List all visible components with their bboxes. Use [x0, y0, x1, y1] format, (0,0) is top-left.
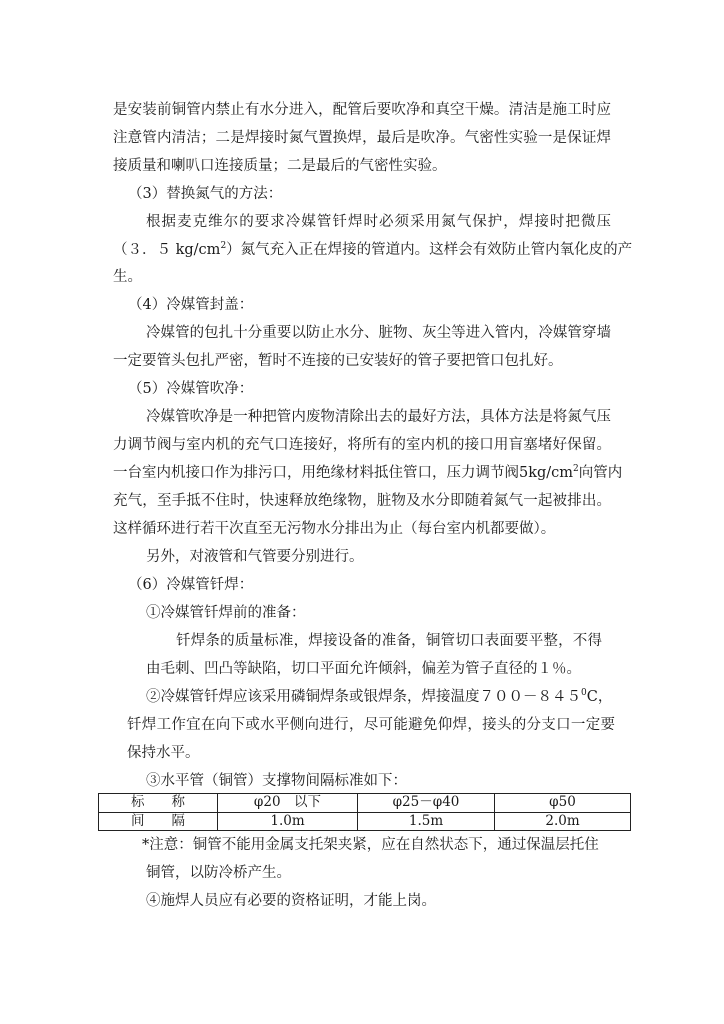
- subsection-2: ②冷媒管钎焊应该采用磷铜焊条或银焊条，焊接温度$700-845^0C$，: [146, 688, 613, 705]
- text-line: 生。: [113, 269, 142, 285]
- table-cell: 1.0m: [218, 812, 358, 831]
- text-line: 这样循环进行若干次直至无污物水分排出为止（每台室内机都要做）。: [113, 521, 556, 537]
- text-line: 注意管内清洁；二是焊接时氮气置换焊，最后是吹净。气密性实验一是保证焊: [113, 130, 611, 146]
- table-cell: 间 隔: [99, 812, 218, 831]
- text-line: 是安装前铜管内禁止有水分进入，配管后要吹净和真空干燥。清洁是施工时应: [113, 102, 611, 118]
- text-line: 冷媒管的包扎十分重要以防止水分、脏物、灰尘等进入管内，冷媒管穿墙: [146, 325, 611, 341]
- table-row: [99, 794, 631, 813]
- text-line: （３．５ $kg/cm^2$）氮气充入正在焊接的管道内。这样会有效防止管内氧化皮的产: [113, 241, 633, 258]
- table-row: [99, 812, 631, 831]
- table-cell: 1.5m: [358, 812, 495, 831]
- support-spacing-table: [98, 793, 631, 831]
- text-line: 一台室内机接口作为排污口，用绝缘材料抵住管口，压力调节阀$5kg/cm^2$向管内: [113, 464, 623, 481]
- text-line: 根据麦克维尔的要求冷媒管钎焊时必须采用氮气保护，焊接时把微压: [146, 214, 611, 230]
- text-line: 一定要管头包扎严密，暂时不连接的已安装好的管子要把管口包扎好。: [113, 353, 563, 369]
- text-line: 钎焊条的质量标准，焊接设备的准备，铜管切口表面要平整，不得: [176, 633, 602, 649]
- table-cell: 2.0m: [495, 812, 631, 831]
- subsection-3: ③水平管（铜管）支撑物间隔标准如下：: [146, 773, 407, 789]
- superscript: 2: [220, 241, 227, 251]
- subsection-4: ④施焊人员应有必要的资格证明，才能上岗。: [146, 893, 436, 909]
- text-line: 保持水平。: [127, 745, 200, 761]
- superscript: 2: [573, 464, 579, 474]
- subsection-1: ①冷媒管钎焊前的准备：: [146, 605, 306, 621]
- text-line: 力调节阀与室内机的充气口连接好，将所有的室内机的接口用盲塞堵好保留。: [113, 437, 611, 453]
- superscript: 0: [581, 688, 587, 698]
- text-line: 冷媒管吹净是一种把管内废物清除出去的最好方法，具体方法是将氮气压: [146, 409, 611, 425]
- text-line: 接质量和喇叭口连接质量；二是最后的气密性实验。: [113, 158, 447, 174]
- text-line: 由毛刺、凹凸等缺陷，切口平面允许倾斜，偏差为管子直径的１％。: [146, 661, 581, 677]
- section-heading-4: （4）冷媒管封盖：: [128, 297, 254, 313]
- table-cell: φ20 以下: [218, 794, 358, 813]
- section-heading-3: （3）替换氮气的方法：: [128, 186, 283, 202]
- section-heading-6: （6）冷媒管钎焊：: [128, 577, 254, 593]
- table-cell: φ50: [495, 794, 631, 813]
- note-line: *注意：铜管不能用金属支托架夹紧，应在自然状态下，通过保温层托住: [142, 837, 599, 853]
- section-heading-5: （5）冷媒管吹净：: [128, 381, 254, 397]
- text-line: 另外，对液管和气管要分别进行。: [146, 549, 364, 565]
- table-cell: φ25－φ40: [358, 794, 495, 813]
- note-line: 铜管，以防冷桥产生。: [146, 865, 291, 881]
- table-cell: 标 称: [99, 794, 218, 813]
- text-line: 钎焊工作宜在向下或水平侧向进行，尽可能避免仰焊，接头的分支口一定要: [127, 717, 615, 733]
- text-line: 充气，至手抵不住时，快速释放绝缘物，脏物及水分即随着氮气一起被排出。: [113, 493, 611, 509]
